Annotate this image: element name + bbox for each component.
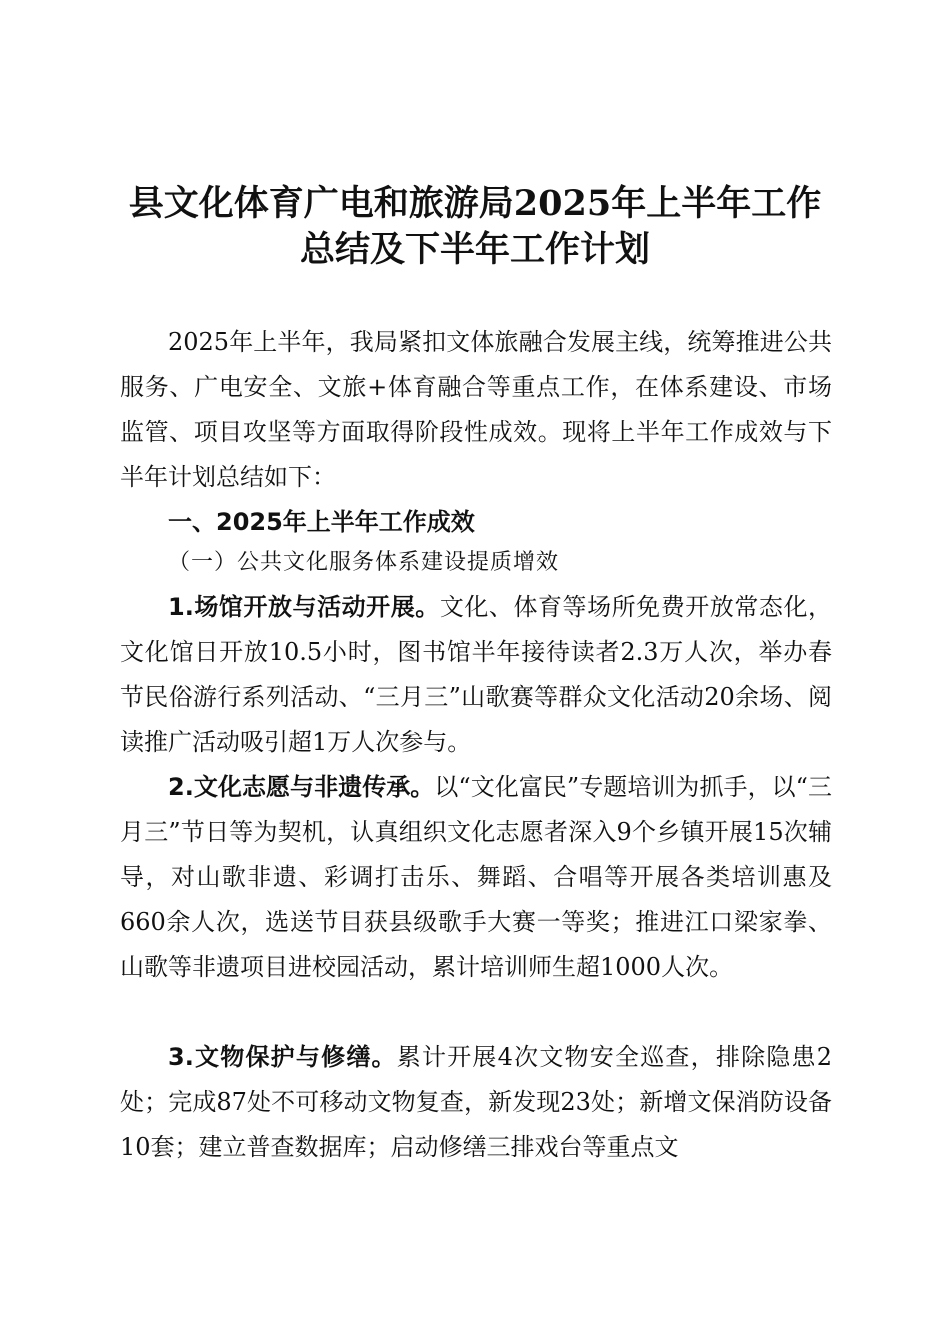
item-paragraph-2 (120, 765, 832, 990)
item-lead-3: 3.文物保护与修缮。 (168, 1043, 397, 1071)
item-text-2: 以“文化富民”专题培训为抓手，以“三月三”节日等为契机，认真组织文化志愿者深入9个乡镇开展15次辅导，对山歌非遗、彩调打击乐、舞蹈、合唱等开展各类培训惠及660余人次，选送节目获县级歌手大赛一等奖；推进江口梁家拳、山歌等非遗项目进校园活动，累计培训师生超1000人次。 (120, 773, 832, 981)
item-paragraph-1 (120, 585, 832, 765)
section-heading: 一、2025年上半年工作成效 (168, 508, 475, 536)
item-text-1: 文化、体育等场所免费开放常态化，文化馆日开放10.5小时，图书馆半年接待读者2.3万人次，举办春节民俗游行系列活动、“三月三”山歌赛等群众文化活动20余场、阅读推广活动吸引超1万人次参与。 (120, 593, 832, 756)
item-text-3: 累计开展4次文物安全巡查，排除隐患2处；完成87处不可移动文物复查，新发现23处；新增文保消防设备10套；建立普查数据库；启动修缮三排戏台等重点文 (120, 1043, 832, 1161)
document-title-line-2: 总结及下半年工作计划 (299, 229, 650, 270)
item-paragraph-3 (120, 1035, 832, 1170)
item-lead-1: 1.场馆开放与活动开展。 (168, 593, 440, 621)
document-title-line-1: 县文化体育广电和旅游局2025年上半年工作 (128, 183, 822, 224)
subsection-heading: （一）公共文化服务体系建设提质增效 (168, 550, 560, 575)
intro-paragraph: 2025年上半年，我局紧扣文体旅融合发展主线，统筹推进公共服务、广电安全、文旅+体育融合等重点工作，在体系建设、市场监管、项目攻坚等方面取得阶段性成效。现将上半年工作成效与下半年计划总结如下： (120, 328, 832, 491)
item-lead-2: 2.文化志愿与非遗传承。 (168, 773, 435, 801)
